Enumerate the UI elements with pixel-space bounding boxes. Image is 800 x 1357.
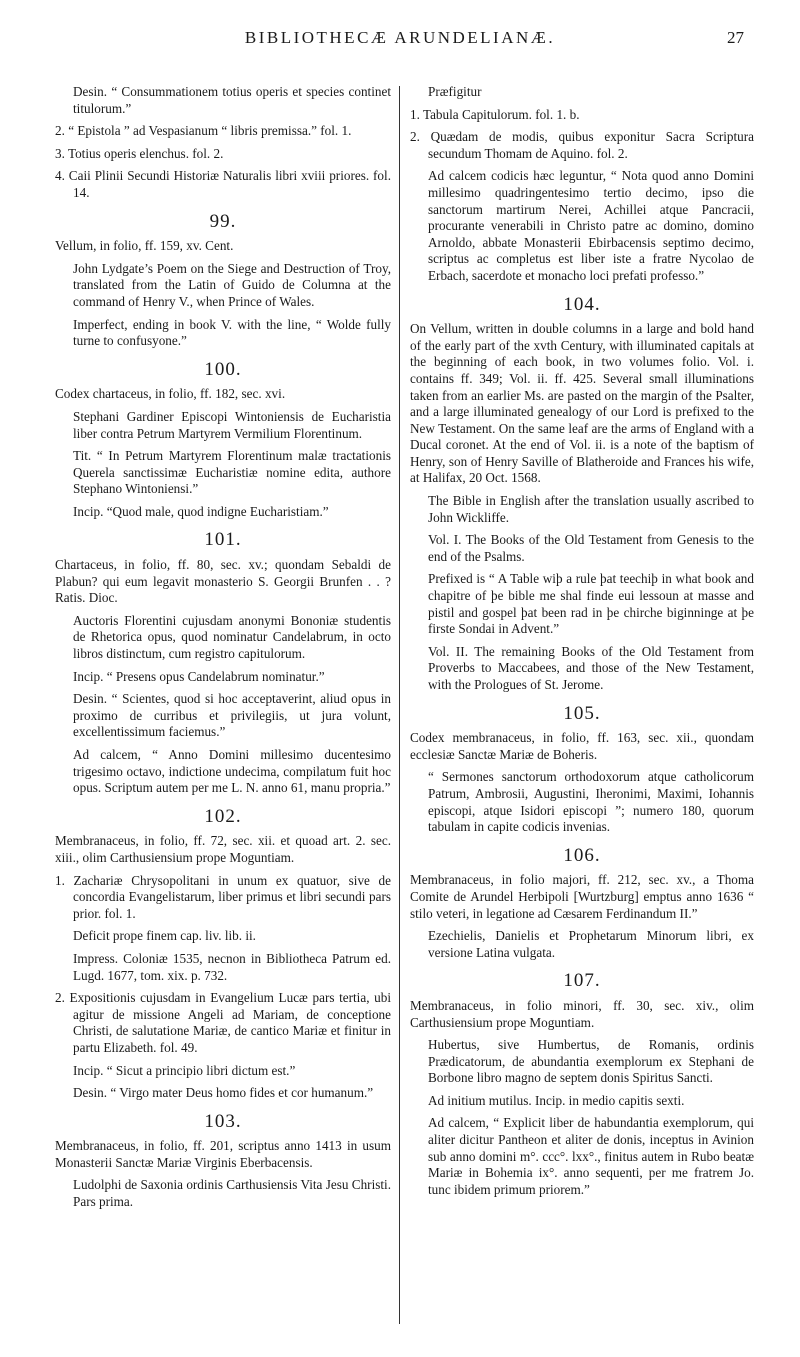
running-title: BIBLIOTHECÆ ARUNDELIANÆ.	[244, 28, 556, 47]
entry-text: Tit. “ In Petrum Martyrem Florentinum malæ tractationis Querela sanctissimæ Eucharistiæ nomine edita, authore Stephano Wintoniensi.”	[73, 448, 391, 497]
entry-item: 2. “ Epistola ” ad Vespasianum “ libris premissa.” fol. 1.	[55, 123, 352, 139]
entry-text: Incip. “ Presens opus Candelabrum nominatur.”	[73, 668, 325, 684]
entry-text: Ad initium mutilus. Incip. in medio capitis sexti.	[428, 1092, 685, 1108]
entry-item: 1. Zachariæ Chrysopolitani in unum ex quatuor, sive de concordia Evangelistarum, liber primus et libri secundi pars prior. fol. 1.	[55, 872, 391, 921]
entry-note: Desin. “ Virgo mater Deus homo fides et cor humanum.”	[73, 1085, 374, 1101]
entry-text: Stephani Gardiner Episcopi Wintoniensis de Eucharistia liber contra Petrum Martyrem Vermilium Florentinum.	[73, 408, 391, 441]
entry-description: Codex chartaceus, in folio, ff. 182, sec. xvi.	[55, 386, 286, 402]
entry-description: Membranaceus, in folio majori, ff. 212, sec. xv., a Thoma Comite de Arundel Herbipoli [Wurtzburg] emptus anno 1636 “ stilo veteri, in legatione ad Cæsarem Ferdinandum II.”	[410, 872, 754, 921]
left-column	[55, 84, 391, 1217]
entry-text: Ad calcem, “ Anno Domini millesimo ducentesimo trigesimo octavo, indictione undecima, compilatum fuit hoc opus. Scriptum autem per me L. N. anno 61, manu propria.”	[73, 747, 391, 796]
entry-description: Membranaceus, in folio, ff. 72, sec. xii. et quoad art. 2. sec. xiii., olim Carthusiensium prope Moguntiam.	[55, 833, 391, 865]
entry-text: Ludolphi de Saxonia ordinis Carthusiensis Vita Jesu Christi. Pars prima.	[73, 1177, 391, 1210]
entry-description: Codex membranaceus, in folio, ff. 163, sec. xii., quondam ecclesiæ Sanctæ Mariæ de Boheris.	[410, 730, 754, 762]
entry-item: 2. Expositionis cujusdam in Evangelium Lucæ pars tertia, ubi agitur de missione Angeli ad Mariam, de conceptione Christi, de salutatione Mariæ, de cantico Mariæ et finitur in partu Elizabeth. fol. 49.	[55, 990, 391, 1055]
entry-text: Incip. “Quod male, quod indigne Eucharistiam.”	[73, 503, 329, 519]
entry-text: Vol. II. The remaining Books of the Old Testament from Proverbs to Maccabees, and those of the New Testament, with the Prologues of St. Jerome.	[428, 643, 754, 692]
entry-number: 107.	[563, 970, 601, 992]
entry-note: Impress. Coloniæ 1535, necnon in Bibliotheca Patrum ed. Lugd. 1677, tom. xix. p. 732.	[73, 950, 391, 983]
entry-text: Auctoris Florentini cujusdam anonymi Bononiæ studentis de Rhetorica opus, quod nominatur Candelabrum, in octo libros distinctum, cum registro capitulorum.	[73, 612, 391, 662]
entry-number: 104.	[563, 293, 601, 315]
entry-text: Vol. I. The Books of the Old Testament from Genesis to the end of the Psalms.	[428, 532, 754, 564]
entry-note: Incip. “ Sicut a principio libri dictum est.”	[73, 1062, 296, 1078]
entry-text: Imperfect, ending in book V. with the line, “ Wolde fully turne to confusyone.”	[73, 316, 391, 349]
entry-note: Deficit prope finem cap. liv. lib. ii.	[73, 928, 256, 944]
entry-text: Ad calcem, “ Explicit liber de habundantia exemplorum, qui aliter dicitur Pantheon et aliter de donis, inceptus in Avinion sub anno domini m°. ccc°. lxx°., finitus autem in Rubo beatæ Mariæ in Bohemia ix°. anno sequenti, per me fratrem Jo. tunc ibidem primum priorem.”	[428, 1115, 754, 1197]
entry-number: 100.	[204, 358, 242, 380]
page-number: 27	[727, 28, 744, 47]
entry-number: 106.	[563, 844, 601, 866]
entry-number: 99.	[209, 210, 237, 232]
entry-item: 4. Caii Plinii Secundi Historiæ Naturalis libri xviii priores. fol. 14.	[55, 168, 391, 200]
entry-description: Chartaceus, in folio, ff. 80, sec. xv.; quondam Sebaldi de Plabun? qui eum legavit monasterio S. Georgii Brunfen . . ? Ratis. Dioc.	[55, 557, 391, 606]
entry-text: Ad calcem codicis hæc leguntur, “ Nota quod anno Domini millesimo quadringentesimo tertio decimo, ipso die sanctorum martirum Nerei, Achillei atque Pancracii, procurante venerabili in Christo patre ac domino, domino Arnoldo, abbate Monasterii Ebirbacensis septimo decimo, scriptus ac completus est liber iste a fratre Nycolao de Erbach, sacerdote et monacho loci prefati professo.”	[428, 168, 754, 283]
entry-text: Hubertus, sive Humbertus, de Romanis, ordinis Prædicatorum, de abundantia exemplorum ex Stephani de Borbone libro magno de septem donis Spiritus Sancti.	[428, 1037, 754, 1086]
entry-text: John Lydgate’s Poem on the Siege and Destruction of Troy, translated from the Latin of Guido de Columna at the command of Henry V., when Prince of Wales.	[73, 260, 391, 309]
entry-text: The Bible in English after the translation usually ascribed to John Wickliffe.	[428, 493, 754, 525]
entry-description: Membranaceus, in folio, ff. 201, scriptus anno 1413 in usum Monasterii Sanctæ Mariæ Virginis Eberbacensis.	[55, 1138, 391, 1170]
entry-text: Desin. “ Consummationem totius operis et species continet titulorum.”	[73, 84, 391, 116]
right-column	[410, 84, 754, 1204]
entry-number: 102.	[204, 805, 242, 827]
entry-item: 2. Quædam de modis, quibus exponitur Sacra Scriptura secundum Thomam de Aquino. fol. 2.	[410, 129, 754, 161]
entry-description: On Vellum, written in double columns in a large and bold hand of the early part of the xvth Century, with illuminated capitals at the beginning of each book, in two volumes folio. Vol. i. contains ff. 349; Vol. ii. ff. 425. Several small illuminations taken from an earlier Ms. are pasted on the margin of the Psalter, and a large illuminated genealogy of our Lord is prefixed to the New Testament. On the same leaf are the arms of England with a Ducal coronet. At the end of Vol. ii. is a note of the baptism of Henry, son of Henry Saville of Blatheroide and Frances his wife, at Halifax, 20 Oct. 1568.	[410, 321, 754, 486]
entry-description: Vellum, in folio, ff. 159, xv. Cent.	[55, 238, 234, 254]
column-divider	[399, 86, 400, 1324]
entry-text: “ Sermones sanctorum orthodoxorum atque catholicorum Patrum, Ambrosii, Augustini, Iheronimi, Maximi, Iohannis episcopi, atque Isidori episcopi ”; numero 180, quorum tabulam in capite codicis invenias.	[428, 769, 754, 835]
entry-text: Ezechielis, Danielis et Prophetarum Minorum libri, ex versione Latina vulgata.	[428, 928, 754, 960]
entry-text: Præfigitur	[428, 84, 482, 99]
entry-text: Prefixed is “ A Table wiþ a rule þat teechiþ in what book and chapitre of þe bible me shal finde eui lessoun at masse and pistil and gospel þat been rad in þe chirche biginninge at þe firste Sondai in Advent.”	[428, 571, 754, 637]
entry-item: 1. Tabula Capitulorum. fol. 1. b.	[410, 106, 580, 122]
running-head	[0, 28, 800, 52]
entry-item: 3. Totius operis elenchus. fol. 2.	[55, 145, 224, 161]
entry-number: 105.	[563, 702, 601, 724]
entry-description: Membranaceus, in folio minori, ff. 30, sec. xiv., olim Carthusiensium prope Moguntiam.	[410, 997, 754, 1030]
entry-number: 103.	[204, 1110, 242, 1132]
entry-text: Desin. “ Scientes, quod si hoc acceptaverint, aliud opus in proximo de curribus et privilegiis, ut jura volunt, excellentissimum faciemus.”	[73, 691, 391, 740]
entry-number: 101.	[204, 529, 242, 551]
